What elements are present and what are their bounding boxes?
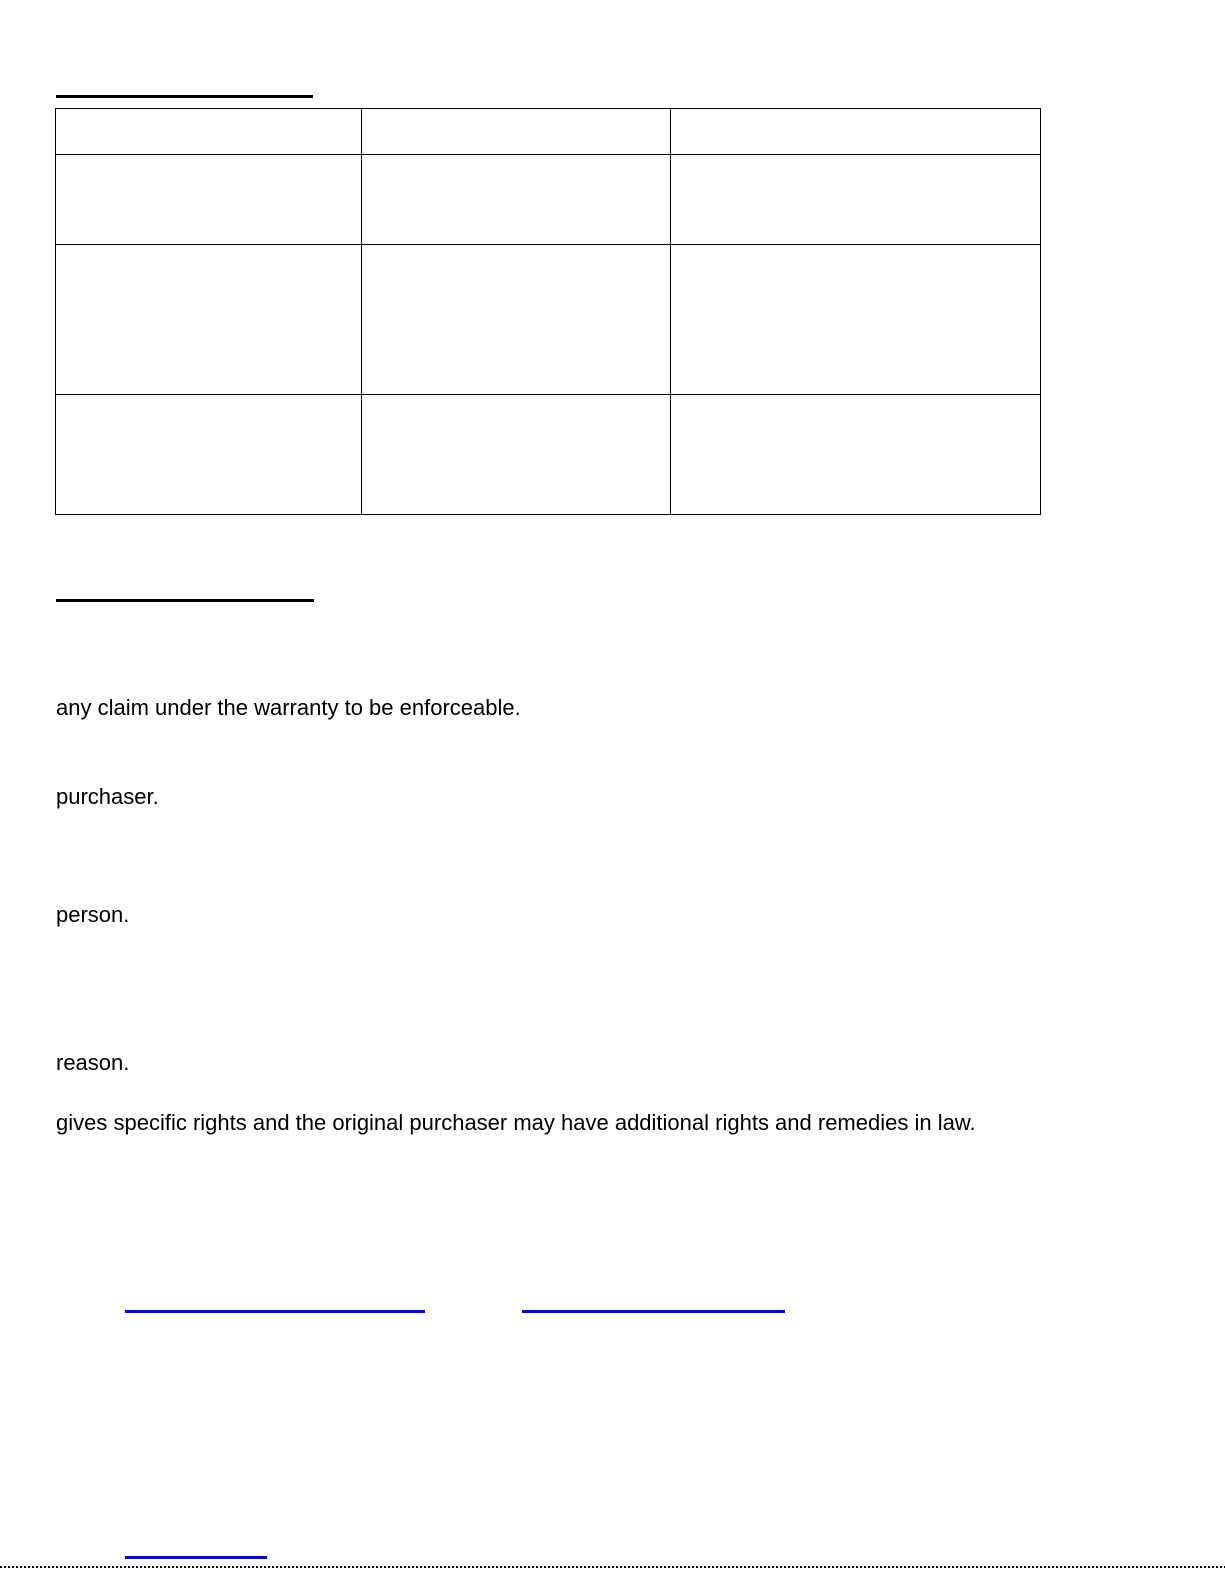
hyperlink-underline[interactable] bbox=[125, 1556, 267, 1559]
page-border bbox=[0, 1566, 1225, 1568]
table-row bbox=[56, 395, 1041, 515]
table-cell bbox=[671, 109, 1041, 155]
table-cell bbox=[671, 155, 1041, 245]
table-cell bbox=[671, 395, 1041, 515]
table-cell bbox=[362, 245, 671, 395]
table-cell bbox=[56, 395, 362, 515]
table-cell bbox=[362, 395, 671, 515]
table-cell bbox=[362, 155, 671, 245]
section-heading-underline bbox=[56, 599, 314, 602]
hyperlink-underline[interactable] bbox=[522, 1310, 785, 1313]
table-cell bbox=[56, 245, 362, 395]
table-cell bbox=[56, 155, 362, 245]
warranty-text-line: reason. bbox=[56, 1050, 130, 1075]
warranty-text-line: purchaser. bbox=[56, 784, 159, 809]
table-row bbox=[56, 155, 1041, 245]
table-cell bbox=[56, 109, 362, 155]
table-cell bbox=[671, 245, 1041, 395]
table-header-row bbox=[56, 109, 1041, 155]
warranty-text-line: gives specific rights and the original purchaser may have additional rights and remedies in law. bbox=[56, 1110, 976, 1135]
hyperlink-underline[interactable] bbox=[125, 1310, 425, 1313]
table-cell bbox=[362, 109, 671, 155]
section-heading-underline bbox=[56, 95, 313, 98]
warranty-text-line: any claim under the warranty to be enforceable. bbox=[56, 695, 521, 720]
table-row bbox=[56, 245, 1041, 395]
warranty-table bbox=[55, 108, 1041, 515]
warranty-text-line: person. bbox=[56, 902, 130, 927]
